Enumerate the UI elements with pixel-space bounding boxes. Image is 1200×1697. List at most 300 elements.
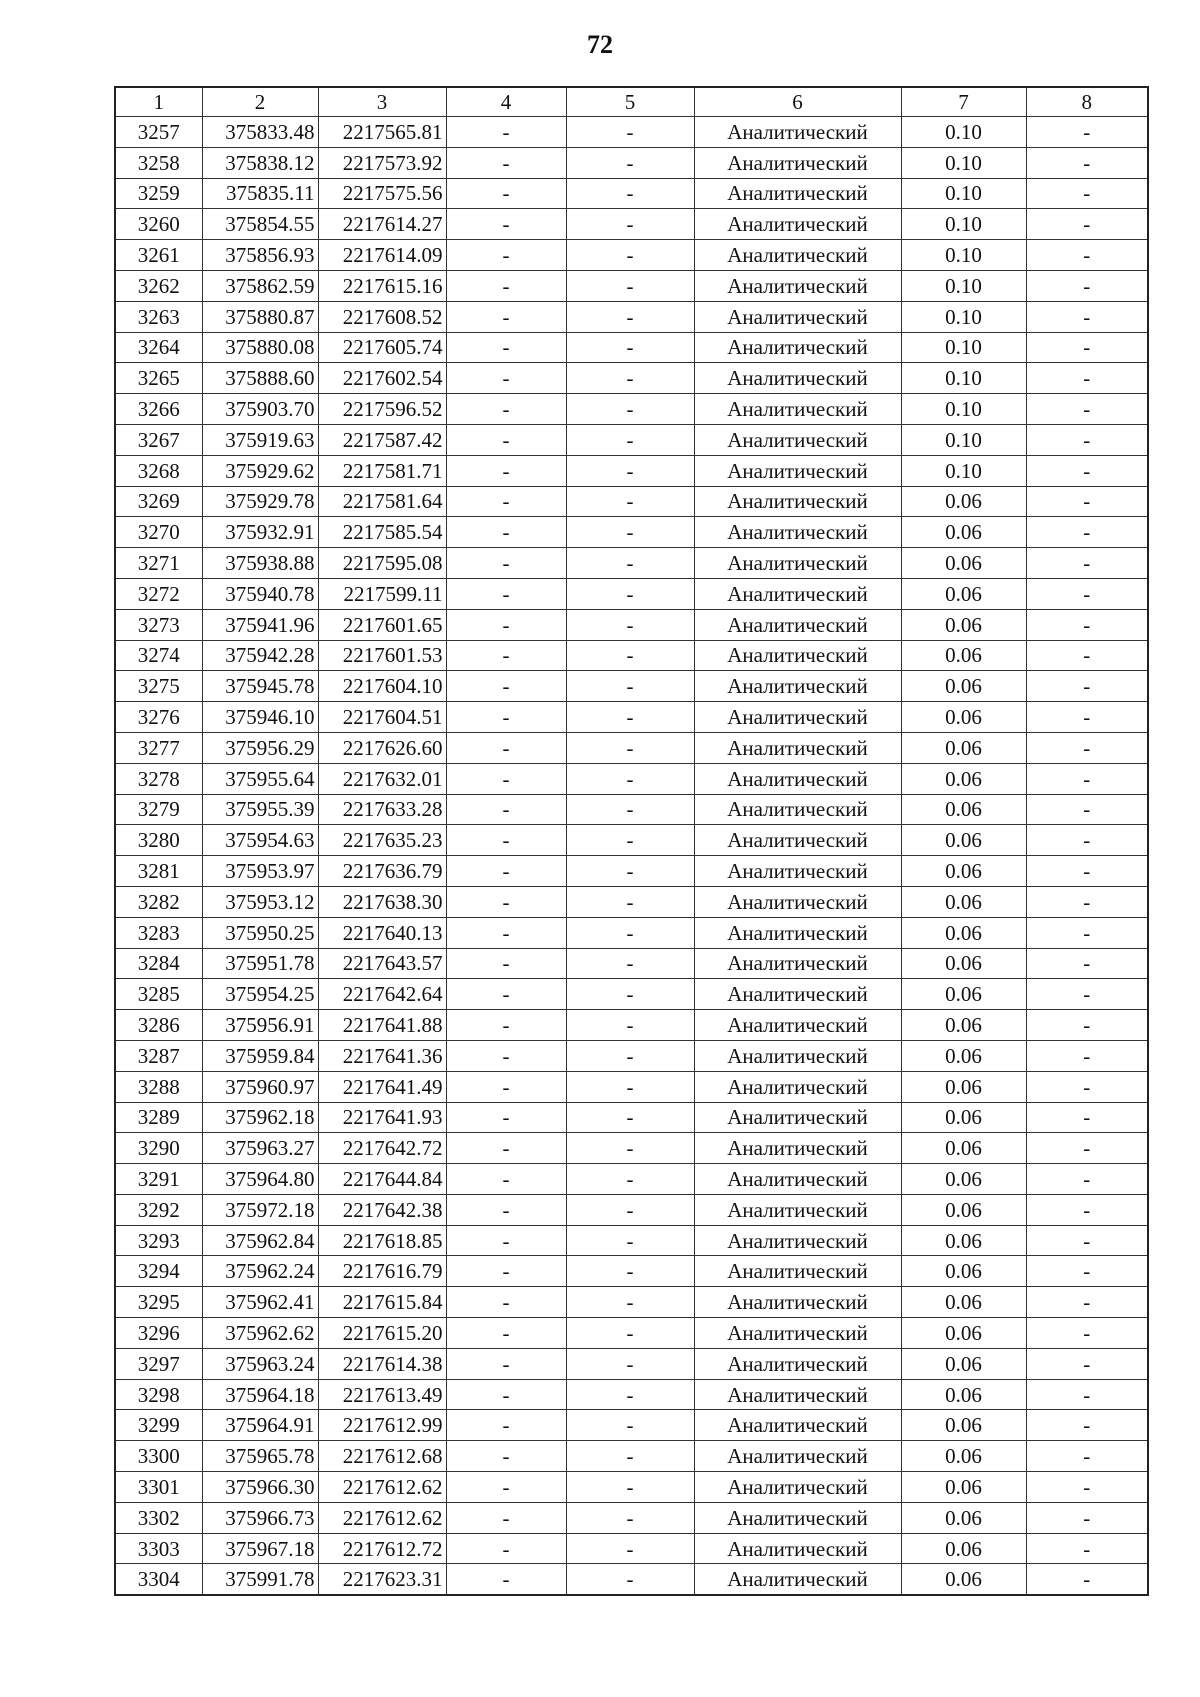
point-number-cell: 3269 [115,486,202,517]
column-header-1: 1 [115,87,202,117]
col-8-cell: - [1026,856,1148,887]
point-number-cell: 3262 [115,270,202,301]
coord-x-cell: 375991.78 [202,1564,318,1595]
col-8-cell: - [1026,178,1148,209]
method-cell: Аналитический [694,270,901,301]
col-8-cell: - [1026,1194,1148,1225]
col-4-cell: - [446,1410,566,1441]
col-5-cell: - [566,424,694,455]
col-4-cell: - [446,301,566,332]
col-4-cell: - [446,1256,566,1287]
column-header-4: 4 [446,87,566,117]
accuracy-cell: 0.06 [901,794,1026,825]
col-5-cell: - [566,240,694,271]
accuracy-cell: 0.06 [901,1348,1026,1379]
coord-x-cell: 375965.78 [202,1441,318,1472]
table-row [115,363,1148,394]
coord-x-cell: 375960.97 [202,1071,318,1102]
accuracy-cell: 0.06 [901,1379,1026,1410]
method-cell: Аналитический [694,671,901,702]
col-8-cell: - [1026,1287,1148,1318]
coord-y-cell: 2217595.08 [318,548,446,579]
coord-y-cell: 2217612.72 [318,1533,446,1564]
col-5-cell: - [566,1441,694,1472]
col-8-cell: - [1026,1040,1148,1071]
col-5-cell: - [566,1164,694,1195]
accuracy-cell: 0.06 [901,640,1026,671]
col-8-cell: - [1026,917,1148,948]
col-5-cell: - [566,1010,694,1041]
accuracy-cell: 0.06 [901,886,1026,917]
accuracy-cell: 0.06 [901,1533,1026,1564]
method-cell: Аналитический [694,548,901,579]
coord-x-cell: 375854.55 [202,209,318,240]
col-8-cell: - [1026,1225,1148,1256]
coord-y-cell: 2217575.56 [318,178,446,209]
point-number-cell: 3304 [115,1564,202,1595]
table-row [115,794,1148,825]
col-4-cell: - [446,794,566,825]
table-row [115,1379,1148,1410]
point-number-cell: 3266 [115,394,202,425]
col-8-cell: - [1026,455,1148,486]
table-row [115,332,1148,363]
accuracy-cell: 0.06 [901,486,1026,517]
point-number-cell: 3277 [115,732,202,763]
col-8-cell: - [1026,270,1148,301]
coord-x-cell: 375956.91 [202,1010,318,1041]
point-number-cell: 3278 [115,763,202,794]
col-8-cell: - [1026,1164,1148,1195]
table-row [115,1071,1148,1102]
table-row [115,1502,1148,1533]
accuracy-cell: 0.06 [901,1040,1026,1071]
coord-x-cell: 375880.87 [202,301,318,332]
method-cell: Аналитический [694,424,901,455]
accuracy-cell: 0.06 [901,1287,1026,1318]
table-row [115,1164,1148,1195]
col-8-cell: - [1026,1133,1148,1164]
col-4-cell: - [446,1225,566,1256]
col-5-cell: - [566,1533,694,1564]
accuracy-cell: 0.06 [901,979,1026,1010]
col-8-cell: - [1026,1348,1148,1379]
point-number-cell: 3301 [115,1472,202,1503]
coord-x-cell: 375888.60 [202,363,318,394]
accuracy-cell: 0.10 [901,363,1026,394]
col-5-cell: - [566,1379,694,1410]
coord-y-cell: 2217641.36 [318,1040,446,1071]
column-header-8: 8 [1026,87,1148,117]
col-4-cell: - [446,1441,566,1472]
method-cell: Аналитический [694,1348,901,1379]
table-row [115,147,1148,178]
table-body [115,117,1148,1596]
col-8-cell: - [1026,1318,1148,1349]
coord-y-cell: 2217640.13 [318,917,446,948]
col-4-cell: - [446,1102,566,1133]
method-cell: Аналитический [694,363,901,394]
coord-y-cell: 2217638.30 [318,886,446,917]
coord-x-cell: 375956.29 [202,732,318,763]
method-cell: Аналитический [694,1194,901,1225]
method-cell: Аналитический [694,178,901,209]
method-cell: Аналитический [694,1133,901,1164]
col-4-cell: - [446,270,566,301]
accuracy-cell: 0.06 [901,517,1026,548]
coord-y-cell: 2217581.71 [318,455,446,486]
point-number-cell: 3260 [115,209,202,240]
table-row [115,270,1148,301]
method-cell: Аналитический [694,332,901,363]
col-4-cell: - [446,394,566,425]
col-8-cell: - [1026,732,1148,763]
coord-x-cell: 375856.93 [202,240,318,271]
col-5-cell: - [566,363,694,394]
col-5-cell: - [566,209,694,240]
method-cell: Аналитический [694,1040,901,1071]
coord-x-cell: 375955.64 [202,763,318,794]
coord-x-cell: 375964.91 [202,1410,318,1441]
coord-y-cell: 2217616.79 [318,1256,446,1287]
col-4-cell: - [446,1287,566,1318]
col-8-cell: - [1026,671,1148,702]
method-cell: Аналитический [694,240,901,271]
coord-y-cell: 2217581.64 [318,486,446,517]
table-row [115,1010,1148,1041]
method-cell: Аналитический [694,1256,901,1287]
col-5-cell: - [566,578,694,609]
coord-y-cell: 2217604.10 [318,671,446,702]
col-8-cell: - [1026,886,1148,917]
coord-y-cell: 2217612.62 [318,1502,446,1533]
column-header-6: 6 [694,87,901,117]
coord-y-cell: 2217613.49 [318,1379,446,1410]
coord-y-cell: 2217623.31 [318,1564,446,1595]
col-5-cell: - [566,1194,694,1225]
col-5-cell: - [566,455,694,486]
col-5-cell: - [566,763,694,794]
accuracy-cell: 0.10 [901,270,1026,301]
coordinates-table [114,86,1149,1596]
coord-y-cell: 2217573.92 [318,147,446,178]
coord-x-cell: 375954.63 [202,825,318,856]
coord-x-cell: 375962.62 [202,1318,318,1349]
coord-x-cell: 375953.12 [202,886,318,917]
table-row [115,548,1148,579]
coord-y-cell: 2217614.38 [318,1348,446,1379]
coord-x-cell: 375962.41 [202,1287,318,1318]
coord-y-cell: 2217633.28 [318,794,446,825]
coord-y-cell: 2217615.16 [318,270,446,301]
table-row [115,1287,1148,1318]
method-cell: Аналитический [694,702,901,733]
point-number-cell: 3263 [115,301,202,332]
col-4-cell: - [446,609,566,640]
coord-x-cell: 375929.62 [202,455,318,486]
accuracy-cell: 0.06 [901,917,1026,948]
col-5-cell: - [566,1133,694,1164]
table-row [115,517,1148,548]
point-number-cell: 3275 [115,671,202,702]
coord-x-cell: 375950.25 [202,917,318,948]
accuracy-cell: 0.06 [901,732,1026,763]
column-header-2: 2 [202,87,318,117]
table-row [115,1441,1148,1472]
coord-x-cell: 375919.63 [202,424,318,455]
accuracy-cell: 0.06 [901,1472,1026,1503]
accuracy-cell: 0.10 [901,332,1026,363]
method-cell: Аналитический [694,886,901,917]
coord-x-cell: 375966.73 [202,1502,318,1533]
table-row [115,209,1148,240]
coord-x-cell: 375951.78 [202,948,318,979]
col-8-cell: - [1026,825,1148,856]
coord-x-cell: 375955.39 [202,794,318,825]
col-4-cell: - [446,486,566,517]
point-number-cell: 3289 [115,1102,202,1133]
col-8-cell: - [1026,424,1148,455]
col-4-cell: - [446,578,566,609]
col-8-cell: - [1026,794,1148,825]
table-row [115,825,1148,856]
method-cell: Аналитический [694,948,901,979]
coord-x-cell: 375835.11 [202,178,318,209]
coord-y-cell: 2217614.09 [318,240,446,271]
method-cell: Аналитический [694,1287,901,1318]
accuracy-cell: 0.06 [901,1010,1026,1041]
coord-y-cell: 2217643.57 [318,948,446,979]
table-row [115,1194,1148,1225]
point-number-cell: 3276 [115,702,202,733]
coord-x-cell: 375962.84 [202,1225,318,1256]
coord-y-cell: 2217612.62 [318,1472,446,1503]
method-cell: Аналитический [694,394,901,425]
method-cell: Аналитический [694,763,901,794]
coord-y-cell: 2217612.99 [318,1410,446,1441]
col-8-cell: - [1026,1379,1148,1410]
coord-x-cell: 375967.18 [202,1533,318,1564]
table-row [115,1040,1148,1071]
table-header-row [115,87,1148,117]
point-number-cell: 3264 [115,332,202,363]
col-5-cell: - [566,856,694,887]
table-row [115,1533,1148,1564]
method-cell: Аналитический [694,455,901,486]
col-4-cell: - [446,332,566,363]
point-number-cell: 3292 [115,1194,202,1225]
table-row [115,1102,1148,1133]
coord-x-cell: 375959.84 [202,1040,318,1071]
coord-x-cell: 375962.24 [202,1256,318,1287]
coord-y-cell: 2217602.54 [318,363,446,394]
method-cell: Аналитический [694,517,901,548]
point-number-cell: 3288 [115,1071,202,1102]
point-number-cell: 3274 [115,640,202,671]
col-8-cell: - [1026,948,1148,979]
table-row [115,1133,1148,1164]
page-number: 72 [587,30,613,59]
col-4-cell: - [446,1502,566,1533]
column-header-3: 3 [318,87,446,117]
table-row [115,886,1148,917]
col-5-cell: - [566,1287,694,1318]
col-8-cell: - [1026,1441,1148,1472]
point-number-cell: 3258 [115,147,202,178]
table-row [115,1410,1148,1441]
point-number-cell: 3293 [115,1225,202,1256]
col-8-cell: - [1026,1102,1148,1133]
col-5-cell: - [566,979,694,1010]
col-8-cell: - [1026,1256,1148,1287]
method-cell: Аналитический [694,1010,901,1041]
accuracy-cell: 0.06 [901,1502,1026,1533]
accuracy-cell: 0.10 [901,394,1026,425]
table-row [115,486,1148,517]
col-5-cell: - [566,1472,694,1503]
method-cell: Аналитический [694,1164,901,1195]
coord-x-cell: 375964.18 [202,1379,318,1410]
table-row [115,856,1148,887]
col-8-cell: - [1026,1410,1148,1441]
point-number-cell: 3302 [115,1502,202,1533]
col-5-cell: - [566,702,694,733]
method-cell: Аналитический [694,1441,901,1472]
col-4-cell: - [446,671,566,702]
coord-y-cell: 2217626.60 [318,732,446,763]
point-number-cell: 3281 [115,856,202,887]
col-5-cell: - [566,1256,694,1287]
col-4-cell: - [446,517,566,548]
coord-y-cell: 2217618.85 [318,1225,446,1256]
point-number-cell: 3282 [115,886,202,917]
coord-y-cell: 2217635.23 [318,825,446,856]
col-4-cell: - [446,979,566,1010]
table-row [115,1225,1148,1256]
col-8-cell: - [1026,394,1148,425]
col-5-cell: - [566,825,694,856]
col-5-cell: - [566,1502,694,1533]
coord-x-cell: 375962.18 [202,1102,318,1133]
col-4-cell: - [446,178,566,209]
accuracy-cell: 0.06 [901,1225,1026,1256]
coord-x-cell: 375945.78 [202,671,318,702]
method-cell: Аналитический [694,917,901,948]
coord-y-cell: 2217601.53 [318,640,446,671]
method-cell: Аналитический [694,1071,901,1102]
col-4-cell: - [446,1533,566,1564]
point-number-cell: 3295 [115,1287,202,1318]
coord-y-cell: 2217585.54 [318,517,446,548]
accuracy-cell: 0.06 [901,948,1026,979]
table-row [115,671,1148,702]
col-4-cell: - [446,856,566,887]
coord-y-cell: 2217612.68 [318,1441,446,1472]
col-8-cell: - [1026,1010,1148,1041]
column-header-5: 5 [566,87,694,117]
method-cell: Аналитический [694,1379,901,1410]
col-8-cell: - [1026,640,1148,671]
col-4-cell: - [446,702,566,733]
col-4-cell: - [446,825,566,856]
method-cell: Аналитический [694,1102,901,1133]
accuracy-cell: 0.10 [901,178,1026,209]
col-5-cell: - [566,609,694,640]
col-5-cell: - [566,1410,694,1441]
coord-y-cell: 2217644.84 [318,1164,446,1195]
col-5-cell: - [566,732,694,763]
point-number-cell: 3270 [115,517,202,548]
point-number-cell: 3300 [115,1441,202,1472]
table-row [115,178,1148,209]
col-4-cell: - [446,1164,566,1195]
coord-y-cell: 2217565.81 [318,117,446,148]
table-row [115,240,1148,271]
coord-y-cell: 2217615.84 [318,1287,446,1318]
table-row [115,1318,1148,1349]
col-8-cell: - [1026,517,1148,548]
col-8-cell: - [1026,1472,1148,1503]
col-4-cell: - [446,886,566,917]
coord-y-cell: 2217636.79 [318,856,446,887]
coord-x-cell: 375966.30 [202,1472,318,1503]
method-cell: Аналитический [694,301,901,332]
col-4-cell: - [446,117,566,148]
accuracy-cell: 0.10 [901,209,1026,240]
col-8-cell: - [1026,147,1148,178]
accuracy-cell: 0.06 [901,1318,1026,1349]
col-5-cell: - [566,948,694,979]
col-5-cell: - [566,671,694,702]
col-4-cell: - [446,1071,566,1102]
method-cell: Аналитический [694,147,901,178]
point-number-cell: 3299 [115,1410,202,1441]
accuracy-cell: 0.10 [901,240,1026,271]
coord-x-cell: 375940.78 [202,578,318,609]
accuracy-cell: 0.06 [901,1410,1026,1441]
coord-x-cell: 375963.27 [202,1133,318,1164]
coord-x-cell: 375946.10 [202,702,318,733]
coord-y-cell: 2217599.11 [318,578,446,609]
table-row [115,702,1148,733]
accuracy-cell: 0.10 [901,424,1026,455]
col-4-cell: - [446,1318,566,1349]
method-cell: Аналитический [694,1318,901,1349]
accuracy-cell: 0.06 [901,1441,1026,1472]
accuracy-cell: 0.06 [901,763,1026,794]
coord-x-cell: 375963.24 [202,1348,318,1379]
coord-x-cell: 375941.96 [202,609,318,640]
col-5-cell: - [566,886,694,917]
col-8-cell: - [1026,702,1148,733]
coord-y-cell: 2217615.20 [318,1318,446,1349]
coord-y-cell: 2217605.74 [318,332,446,363]
col-5-cell: - [566,178,694,209]
col-8-cell: - [1026,979,1148,1010]
table-row [115,732,1148,763]
coord-x-cell: 375954.25 [202,979,318,1010]
point-number-cell: 3287 [115,1040,202,1071]
col-5-cell: - [566,1071,694,1102]
col-8-cell: - [1026,1502,1148,1533]
coord-y-cell: 2217596.52 [318,394,446,425]
coord-x-cell: 375972.18 [202,1194,318,1225]
accuracy-cell: 0.06 [901,1102,1026,1133]
col-4-cell: - [446,1010,566,1041]
coord-x-cell: 375838.12 [202,147,318,178]
point-number-cell: 3273 [115,609,202,640]
method-cell: Аналитический [694,794,901,825]
